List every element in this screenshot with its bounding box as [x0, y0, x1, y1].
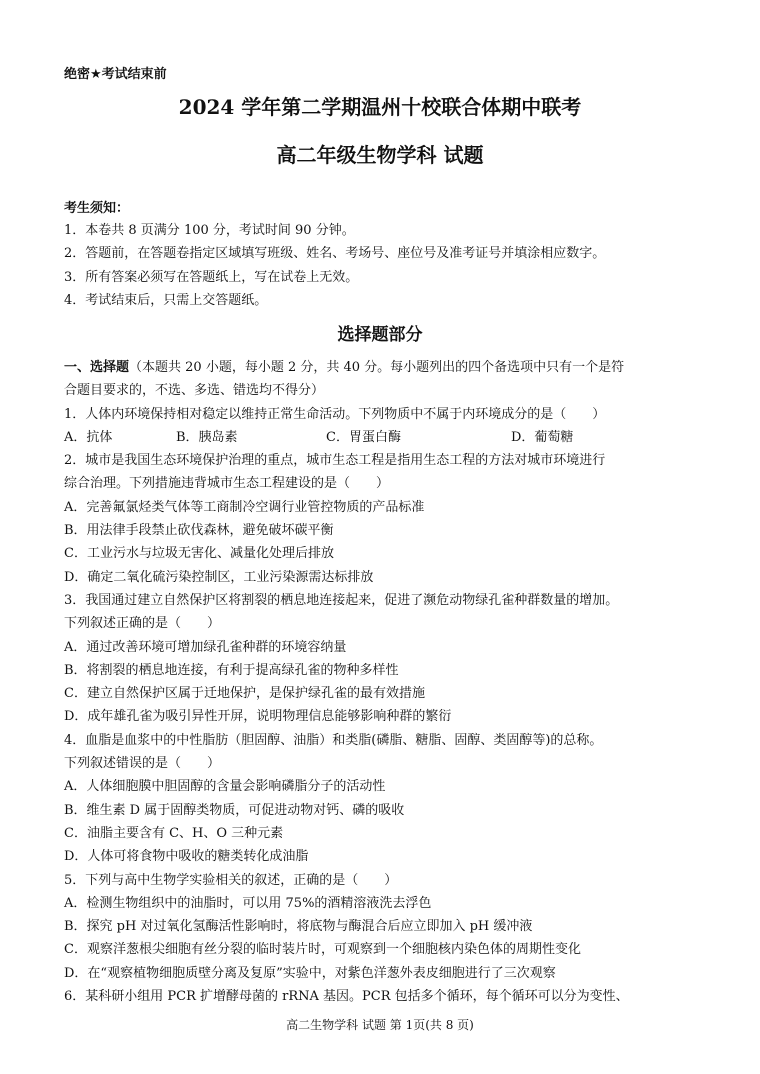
notice-item: 1．本卷共 8 页满分 100 分，考试时间 90 分钟。 [64, 223, 355, 238]
option-c: C．工业污水与垃圾无害化、减量化处理后排放 [64, 546, 334, 562]
exam-title: 2024 学年第二学期温州十校联合体期中联考 [178, 95, 582, 119]
notice-item: 3．所有答案必须写在答题纸上，写在试卷上无效。 [64, 269, 359, 285]
option-b: B．将割裂的栖息地连接，有利于提高绿孔雀的物种多样性 [64, 662, 399, 678]
secret-label: 绝密★考试结束前 [64, 67, 167, 82]
question-2-stem-cont: 综合治理。下列措施违背城市生态工程建设的是（ ） [64, 476, 390, 492]
option-b: B．胰岛素 [176, 429, 238, 445]
question-3-stem-cont: 下列叙述正确的是（ ） [64, 616, 221, 632]
section-intro-cont: 合题目要求的，不选、多选、错选均不得分） [64, 383, 325, 399]
option-d: D．确定二氧化硫污染控制区，工业污染源需达标排放 [64, 569, 374, 585]
question-4-stem: 4．血脂是血浆中的中性脂肪（胆固醇、油脂）和类脂(磷脂、糖脂、固醇、类固醇等)的总称。 [64, 732, 603, 748]
option-d: D．人体可将食物中吸收的糖类转化成油脂 [64, 849, 309, 865]
question-3-stem: 3．我国通过建立自然保护区将割裂的栖息地连接起来，促进了濒危动物绿孔雀种群数量的增加。 [64, 592, 619, 608]
section-title: 选择题部分 [337, 325, 423, 345]
section-intro-text: （本题共 20 小题，每小题 2 分，共 40 分。每小题列出的四个备选项中只有一个是符 [129, 360, 625, 375]
question-body [64, 356, 704, 1008]
exam-subtitle: 高二年级生物学科 试题 [276, 143, 484, 167]
option-a: A．人体细胞膜中胆固醇的含量会影响磷脂分子的活动性 [64, 779, 386, 795]
question-5-stem: 5．下列与高中生物学实验相关的叙述，正确的是（ ） [64, 872, 398, 888]
notice-item: 4．考试结束后，只需上交答题纸。 [64, 292, 268, 308]
option-a: A．通过改善环境可增加绿孔雀种群的环境容纳量 [64, 639, 347, 655]
notice-item: 2．答题前，在答题卷指定区域填写班级、姓名、考场号、座位号及准考证号并填涂相应数字。 [64, 246, 606, 262]
question-1-stem: 1．人体内环境保持相对稳定以维持正常生命活动。下列物质中不属于内环境成分的是（ ） [64, 406, 606, 422]
question-2-stem: 2．城市是我国生态环境保护治理的重点，城市生态工程是指用生态工程的方法对城市环境进行 [64, 453, 606, 469]
notice-heading: 考生须知： [64, 201, 130, 216]
section-intro-label: 一、选择题 [64, 360, 130, 375]
option-d: D．葡萄糖 [511, 429, 574, 445]
option-b: B．用法律手段禁止砍伐森林，避免破坏碳平衡 [64, 523, 334, 539]
question-1-options [64, 426, 704, 449]
option-c: C．观察洋葱根尖细胞有丝分裂的临时装片时，可观察到一个细胞核内染色体的周期性变化 [64, 942, 581, 958]
option-c: C．油脂主要含有 C、H、O 三种元素 [64, 825, 284, 841]
option-a: A．抗体 [64, 429, 113, 445]
option-c: C．胃蛋白酶 [326, 429, 401, 445]
question-6-stem: 6．某科研小组用 PCR 扩增酵母菌的 rRNA 基因。PCR 包括多个循环，每个循环可以分为变性、 [64, 989, 629, 1005]
option-b: B．维生素 D 属于固醇类物质，可促进动物对钙、磷的吸收 [64, 802, 405, 818]
question-4-stem-cont: 下列叙述错误的是（ ） [64, 756, 221, 772]
section-intro [64, 356, 704, 379]
candidate-notice [64, 199, 704, 312]
option-a: A．检测生物组织中的油脂时，可以用 75%的酒精溶液洗去浮色 [64, 895, 432, 911]
option-a: A．完善氟氯烃类气体等工商制冷空调行业管控物质的产品标准 [64, 499, 425, 515]
option-b: B．探究 pH 对过氧化氢酶活性影响时，将底物与酶混合后应立即加入 pH 缓冲液 [64, 919, 533, 935]
option-d: D．成年雄孔雀为吸引异性开屏，说明物理信息能够影响种群的繁衍 [64, 709, 452, 725]
option-c: C．建立自然保护区属于迁地保护，是保护绿孔雀的最有效措施 [64, 686, 425, 702]
page-footer: 高二生物学科 试题 第 1页(共 8 页) [286, 1018, 474, 1032]
option-d: D．在“观察植物细胞质壁分离及复原”实验中，对紫色洋葱外表皮细胞进行了三次观察 [64, 965, 556, 981]
